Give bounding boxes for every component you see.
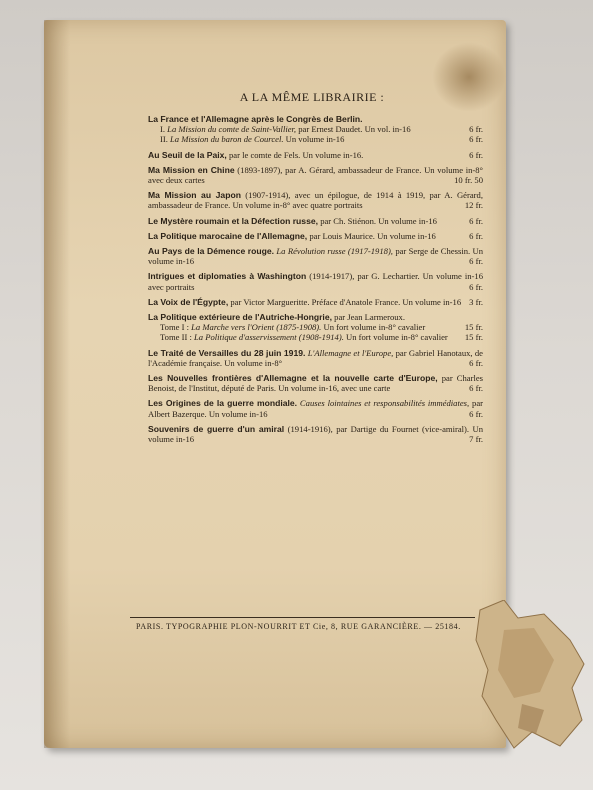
list-item: Ma Mission en Chine (1893-1897), par A. Gérard, ambassadeur de France. Un volume in-8° avec deux cartes 10 fr. 50 xyxy=(148,164,483,186)
book-title: La Politique marocaine de l'Allemagne, xyxy=(148,230,308,241)
list-item: Les Nouvelles frontières d'Allemagne et la nouvelle carte d'Europe, par Charles Benoist, de l'Institut, député de Paris. Un volume in-16, avec une carte 6 fr. xyxy=(148,373,483,394)
price: 6 fr. xyxy=(469,383,483,394)
book-title: Intrigues et diplomaties à Washington xyxy=(148,271,307,282)
list-item: Les Origines de la guerre mondiale. Causes lointaines et responsabilités immédiates, par Albert Bazerque. Un volume in-16 6 fr. xyxy=(148,398,484,419)
book-title: La France et l'Allemagne après le Congrès de Berlin. xyxy=(148,114,363,124)
price: 6 fr. xyxy=(469,230,483,241)
price: 6 fr. xyxy=(469,357,483,368)
sub-volume: Tome II : La Politique d'asservissement (1908-1914). Un fort volume in-8° cavalier 15 fr. xyxy=(160,332,483,343)
catalogue-list xyxy=(148,90,483,449)
price: 6 fr. xyxy=(469,281,483,292)
list-item: Intrigues et diplomaties à Washington (1914-1917), par G. Lechartier. Un volume in-16 avec portraits 6 fr. xyxy=(148,271,484,292)
price: 10 fr. 50 xyxy=(454,175,483,186)
book-title: Le Traité de Versailles du 28 juin 1919. xyxy=(148,347,306,358)
book-title: Les Origines de la guerre mondiale. xyxy=(148,398,298,409)
price: 12 fr. xyxy=(464,200,483,211)
book-title: Souvenirs de guerre d'un amiral xyxy=(148,423,285,434)
book-title: Ma Mission en Chine xyxy=(148,164,235,175)
book-title: Ma Mission au Japon xyxy=(148,190,241,201)
book-title: La Politique extérieure de l'Autriche-Hongrie, xyxy=(148,312,332,323)
price: 15 fr. xyxy=(464,322,483,333)
price: 6 fr. xyxy=(469,124,483,135)
price: 7 fr. xyxy=(469,434,483,445)
book-title: Le Mystère roumain et la Défection russe, xyxy=(148,215,319,226)
spine-shadow xyxy=(44,20,70,748)
page-title: A LA MÊME LIBRAIRIE : xyxy=(239,90,385,104)
price: 6 fr. xyxy=(469,408,483,419)
book-title: Au Pays de la Démence rouge. xyxy=(148,246,275,257)
list-item: La Politique extérieure de l'Autriche-Hongrie, par Jean Larmeroux. Tome I : La Marche vers l'Orient (1875-1908). Un fort volume in-8° cavalier 15 fr. Tome II : La Politique d'asservissement (1908-1914). Un fort volume in-8° cavalier 15 fr. xyxy=(148,312,483,343)
price: 6 fr. xyxy=(469,215,483,226)
list-item: La Politique marocaine de l'Allemagne, par Louis Maurice. Un volume in-16 6 fr. xyxy=(148,230,483,241)
price: 3 fr. xyxy=(469,296,483,307)
list-item: Le Traité de Versailles du 28 juin 1919. L'Allemagne et l'Europe, par Gabriel Hanotaux, de l'Académie française. Un volume in-8° 6 fr. xyxy=(148,347,483,368)
sub-volume: I. La Mission du comte de Saint-Vallier, par Ernest Daudet. Un vol. in-16 6 fr. xyxy=(160,124,483,135)
sub-volume: Tome I : La Marche vers l'Orient (1875-1908). Un fort volume in-8° cavalier 15 fr. xyxy=(160,322,483,333)
list-item: Au Pays de la Démence rouge. La Révolution russe (1917-1918), par Serge de Chessin. Un volume in-16 6 fr. xyxy=(148,246,484,267)
list-item: Le Mystère roumain et la Défection russe, par Ch. Stiénon. Un volume in-16 6 fr. xyxy=(148,215,483,226)
price: 15 fr. xyxy=(464,332,483,343)
torn-cover-fragment xyxy=(474,600,586,750)
list-item xyxy=(148,114,483,145)
book-title: Au Seuil de la Paix, xyxy=(148,149,227,160)
price: 6 fr. xyxy=(469,134,483,145)
list-item: Ma Mission au Japon (1907-1914), avec un épilogue, de 1914 à 1919, par A. Gérard, ambassadeur de France. Un volume in-8° avec quatre portraits 12 fr. xyxy=(148,190,483,211)
list-item: Au Seuil de la Paix, par le comte de Fels. Un volume in-16. 6 fr. xyxy=(148,149,483,160)
book-title: Les Nouvelles frontières d'Allemagne et la nouvelle carte d'Europe, xyxy=(148,373,438,384)
list-item: Souvenirs de guerre d'un amiral (1914-1916), par Dartige du Fournet (vice-amiral). Un volume in-16 7 fr. xyxy=(148,423,483,445)
sub-volume: II. La Mission du baron de Courcel. Un volume in-16 6 fr. xyxy=(160,134,483,145)
price: 6 fr. xyxy=(469,256,483,267)
printer-footer: PARIS. TYPOGRAPHIE PLON-NOURRIT ET Cie, 8, RUE GARANCIÈRE. — 25184. xyxy=(136,622,461,631)
list-item: La Voix de l'Égypte, par Victor Margueritte. Préface d'Anatole France. Un volume in-16 3 fr. xyxy=(148,296,483,307)
price: 6 fr. xyxy=(469,149,483,160)
book-title: La Voix de l'Égypte, xyxy=(148,296,229,307)
divider xyxy=(130,617,475,618)
